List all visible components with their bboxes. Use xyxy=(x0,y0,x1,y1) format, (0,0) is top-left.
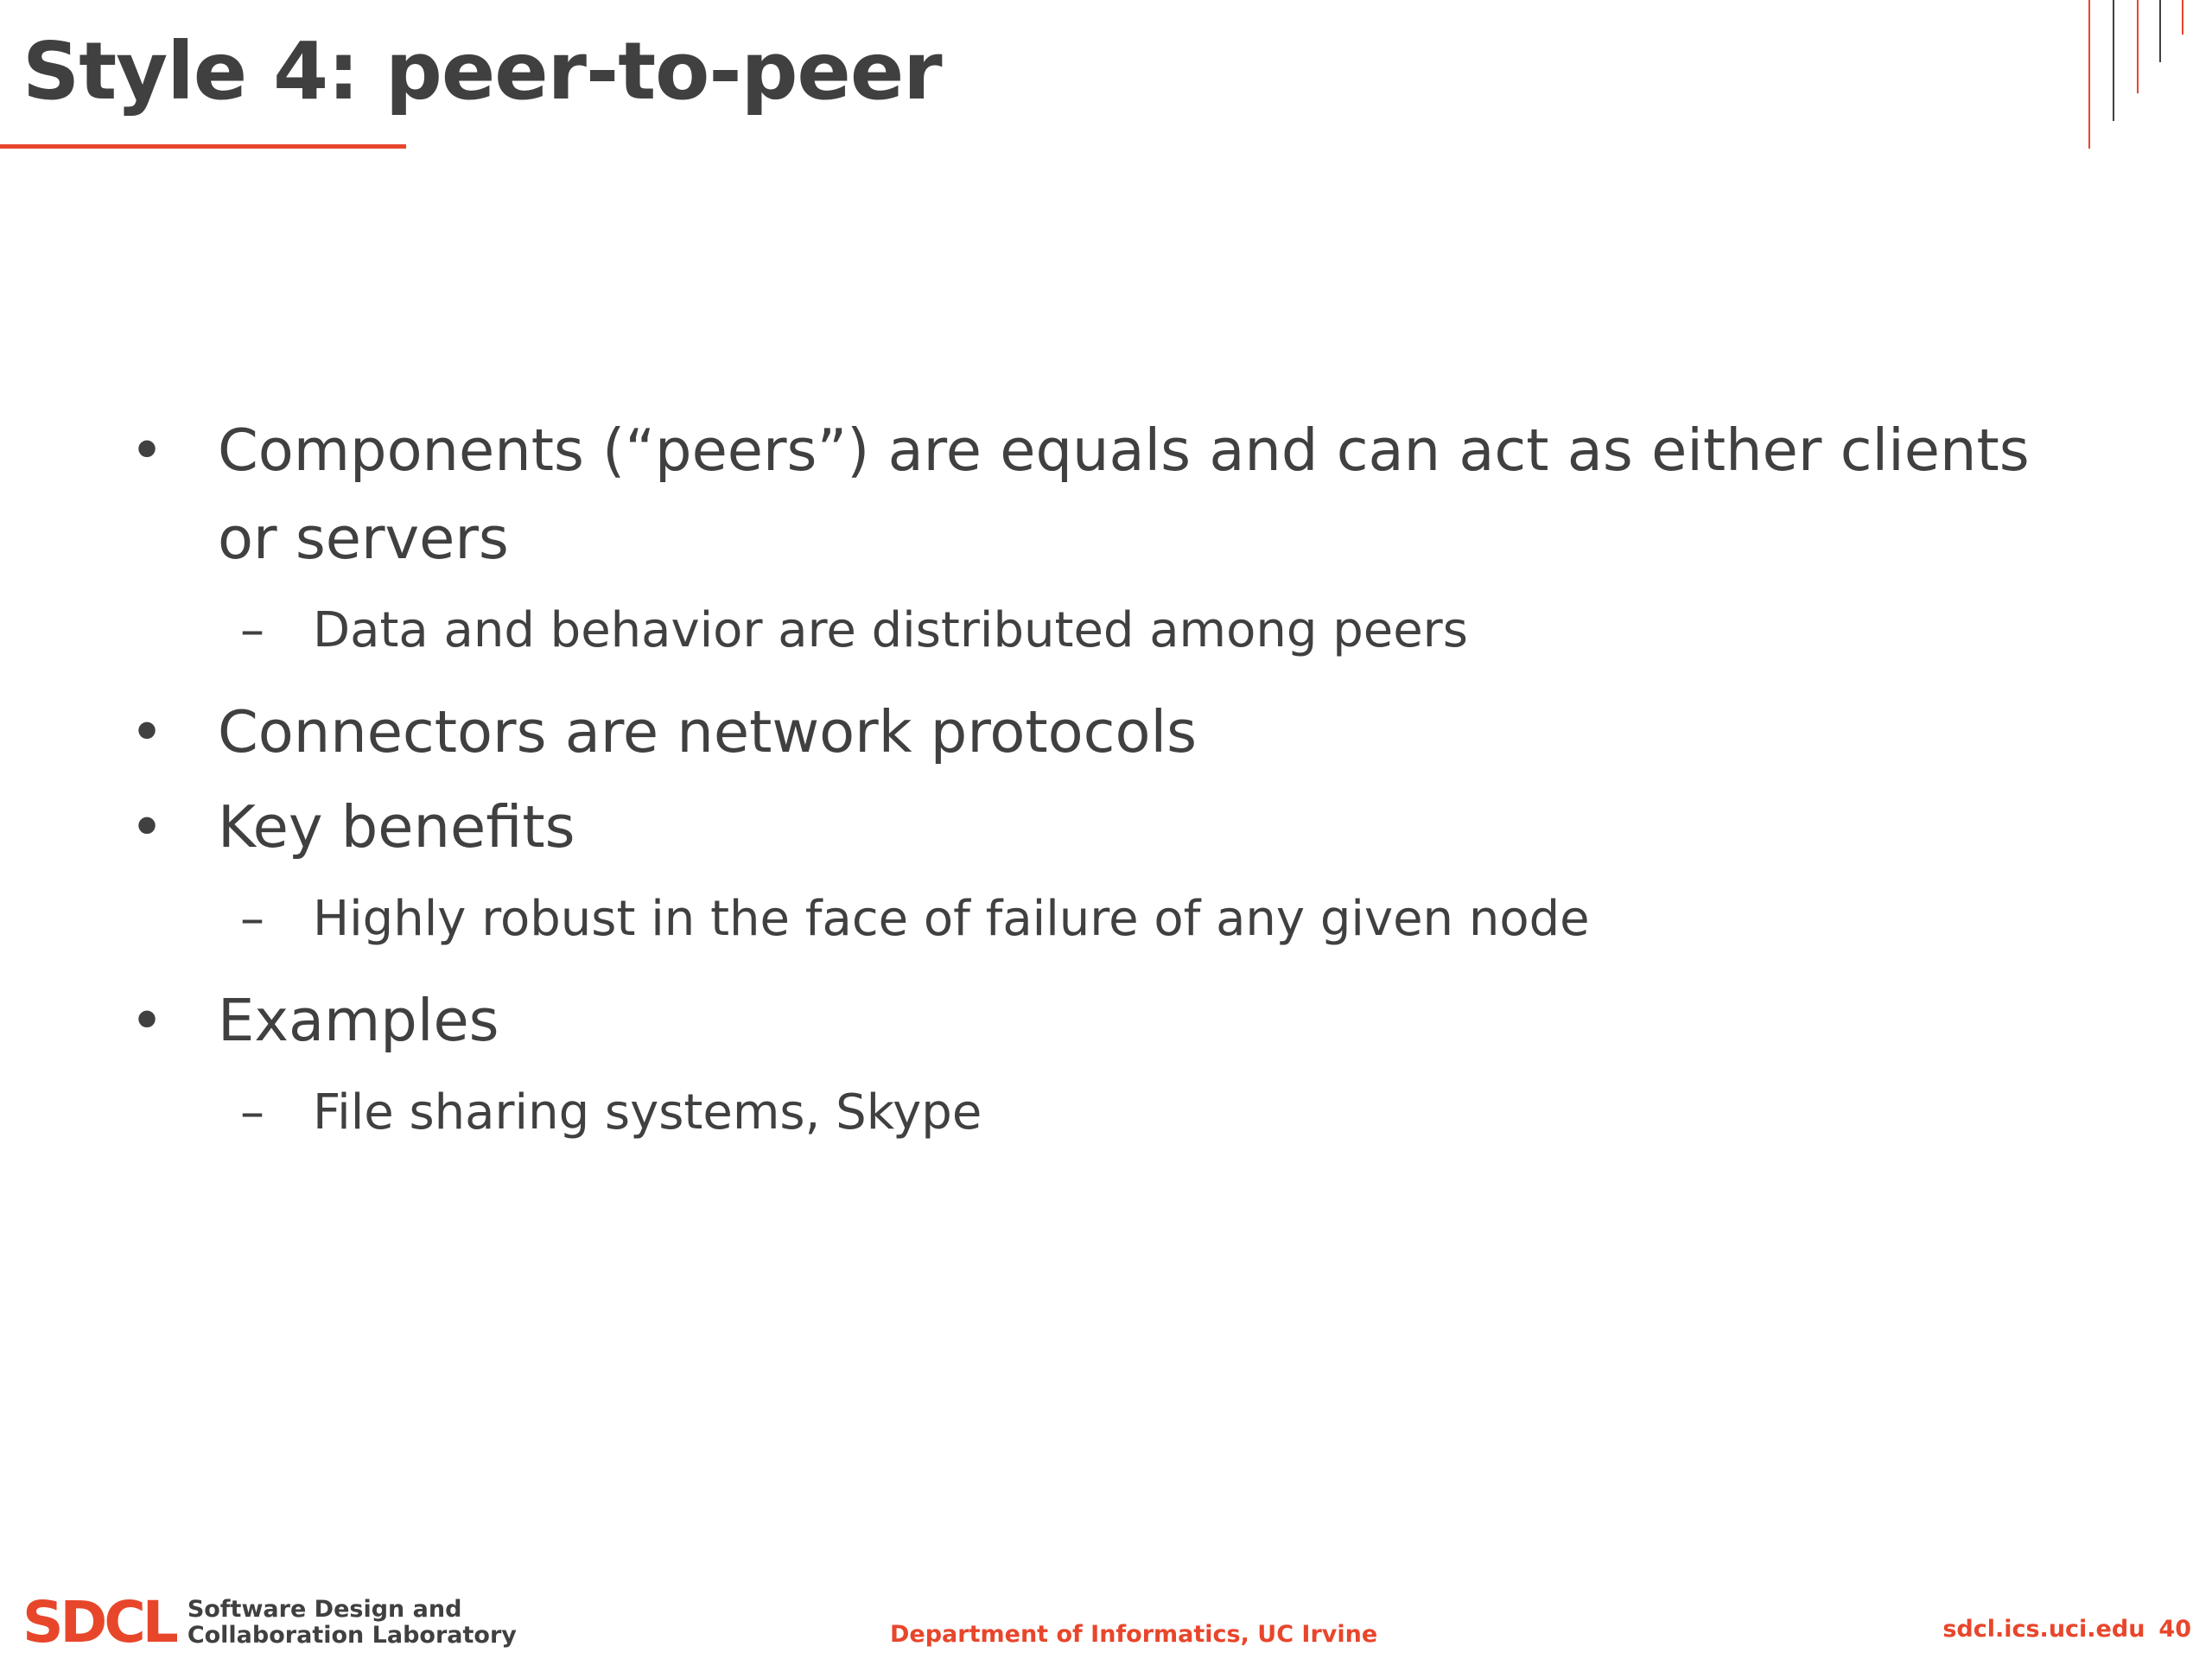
sub-bullet-text: File sharing systems, Skype xyxy=(313,1084,982,1141)
title-underline xyxy=(0,144,406,149)
sub-bullet-item-distributed xyxy=(130,589,2117,672)
sdcl-logo xyxy=(22,1588,517,1657)
bullet-marker: • xyxy=(130,698,164,766)
corner-decoration-icon xyxy=(2074,0,2212,151)
footer-department: Department of Informatics, UC Irvine xyxy=(890,1621,1378,1648)
logo-text-line: Software Design and xyxy=(187,1596,462,1623)
sub-bullet-marker: – xyxy=(240,891,264,947)
bullet-text: Examples xyxy=(218,987,499,1054)
logo-mark: SDCL xyxy=(22,1589,175,1656)
slide-title: Style 4: peer-to-peer xyxy=(22,25,942,118)
page-number: 40 xyxy=(2158,1616,2191,1643)
footer-right xyxy=(1942,1616,2191,1643)
sub-bullet-marker: – xyxy=(240,1084,264,1141)
bullet-text-line: or servers xyxy=(218,505,509,572)
footer-website: sdcl.ics.uci.edu xyxy=(1942,1616,2145,1643)
sub-bullet-text: Highly robust in the face of failure of any given node xyxy=(313,891,1590,947)
logo-text xyxy=(188,1597,517,1649)
bullet-item-components xyxy=(130,406,2117,582)
bullet-marker: • xyxy=(130,416,164,484)
bullet-item-connectors xyxy=(130,688,2117,776)
bullet-item-key-benefits xyxy=(130,783,2117,871)
sub-bullet-item-file-sharing xyxy=(130,1071,2117,1154)
bullet-list xyxy=(130,406,2117,1170)
bullet-marker: • xyxy=(130,987,164,1054)
bullet-marker: • xyxy=(130,793,164,861)
sub-bullet-text: Data and behavior are distributed among peers xyxy=(313,602,1468,658)
logo-text-line: Collaboration Laboratory xyxy=(187,1622,517,1649)
bullet-item-examples xyxy=(130,976,2117,1065)
bullet-text: Key benefits xyxy=(218,793,575,861)
bullet-text: Connectors are network protocols xyxy=(218,698,1198,766)
sub-bullet-item-robust xyxy=(130,878,2117,961)
bullet-text-line: Components (“peers”) are equals and can act as either clients xyxy=(218,416,2030,484)
sub-bullet-marker: – xyxy=(240,602,264,658)
